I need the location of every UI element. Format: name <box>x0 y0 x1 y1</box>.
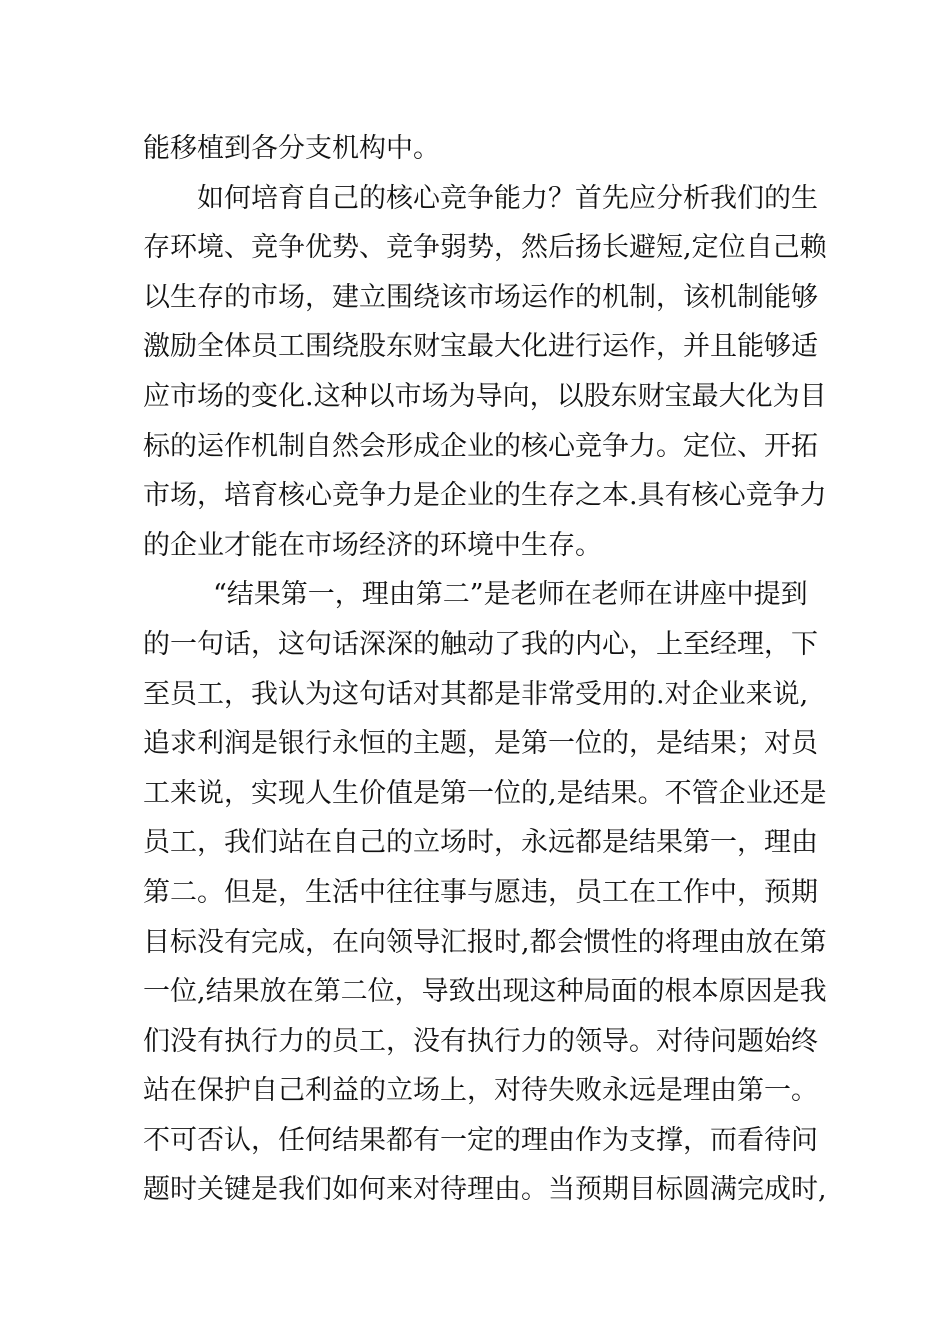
text-line: 目标没有完成，在向领导汇报时,都会惯性的将理由放在第 <box>143 926 827 958</box>
text-line: 站在保护自己利益的立场上，对待失败永远是理由第一。 <box>143 1075 818 1107</box>
text-line: 激励全体员工围绕股东财宝最大化进行运作，并且能够适 <box>143 331 818 363</box>
text-line: 们没有执行力的员工，没有执行力的领导。对待问题始终 <box>143 1025 818 1057</box>
document-body <box>143 124 827 1215</box>
text-line: 工来说，实现人生价值是第一位的,是结果。不管企业还是 <box>143 777 827 809</box>
text-line: 第二。但是，生活中往往事与愿违，员工在工作中，预期 <box>143 876 818 908</box>
text-line: 题时关键是我们如何来对待理由。当预期目标圆满完成时, <box>143 1174 827 1206</box>
text-line: 能移植到各分支机构中。 <box>143 133 440 164</box>
text-line: 应市场的变化.这种以市场为导向，以股东财宝最大化为目 <box>143 380 827 412</box>
text-line: 标的运作机制自然会形成企业的核心竞争力。定位、开拓 <box>143 430 818 462</box>
text-line: 存环境、竞争优势、竞争弱势，然后扬长避短,定位自己赖 <box>143 232 827 264</box>
text-line: 的一句话，这句话深深的触动了我的内心，上至经理，下 <box>143 628 818 660</box>
text-line: 市场，培育核心竞争力是企业的生存之本.具有核心竞争力 <box>143 480 827 512</box>
text-line: 的企业才能在市场经济的环境中生存。 <box>143 529 602 561</box>
text-line: 至员工，我认为这句话对其都是非常受用的.对企业来说, <box>143 678 809 710</box>
text-line: “结果第一，理由第二”是老师在老师在讲座中提到 <box>213 579 808 611</box>
text-line: 员工，我们站在自己的立场时，永远都是结果第一，理由 <box>143 827 818 859</box>
text-line: 追求利润是银行永恒的主题，是第一位的，是结果；对员 <box>143 728 818 760</box>
text-line: 不可否认，任何结果都有一定的理由作为支撑，而看待问 <box>143 1124 818 1156</box>
text-line: 如何培育自己的核心竞争能力？首先应分析我们的生 <box>197 182 818 214</box>
text-line: 以生存的市场，建立围绕该市场运作的机制，该机制能够 <box>143 281 818 313</box>
text-line: 一位,结果放在第二位，导致出现这种局面的根本原因是我 <box>143 976 827 1008</box>
